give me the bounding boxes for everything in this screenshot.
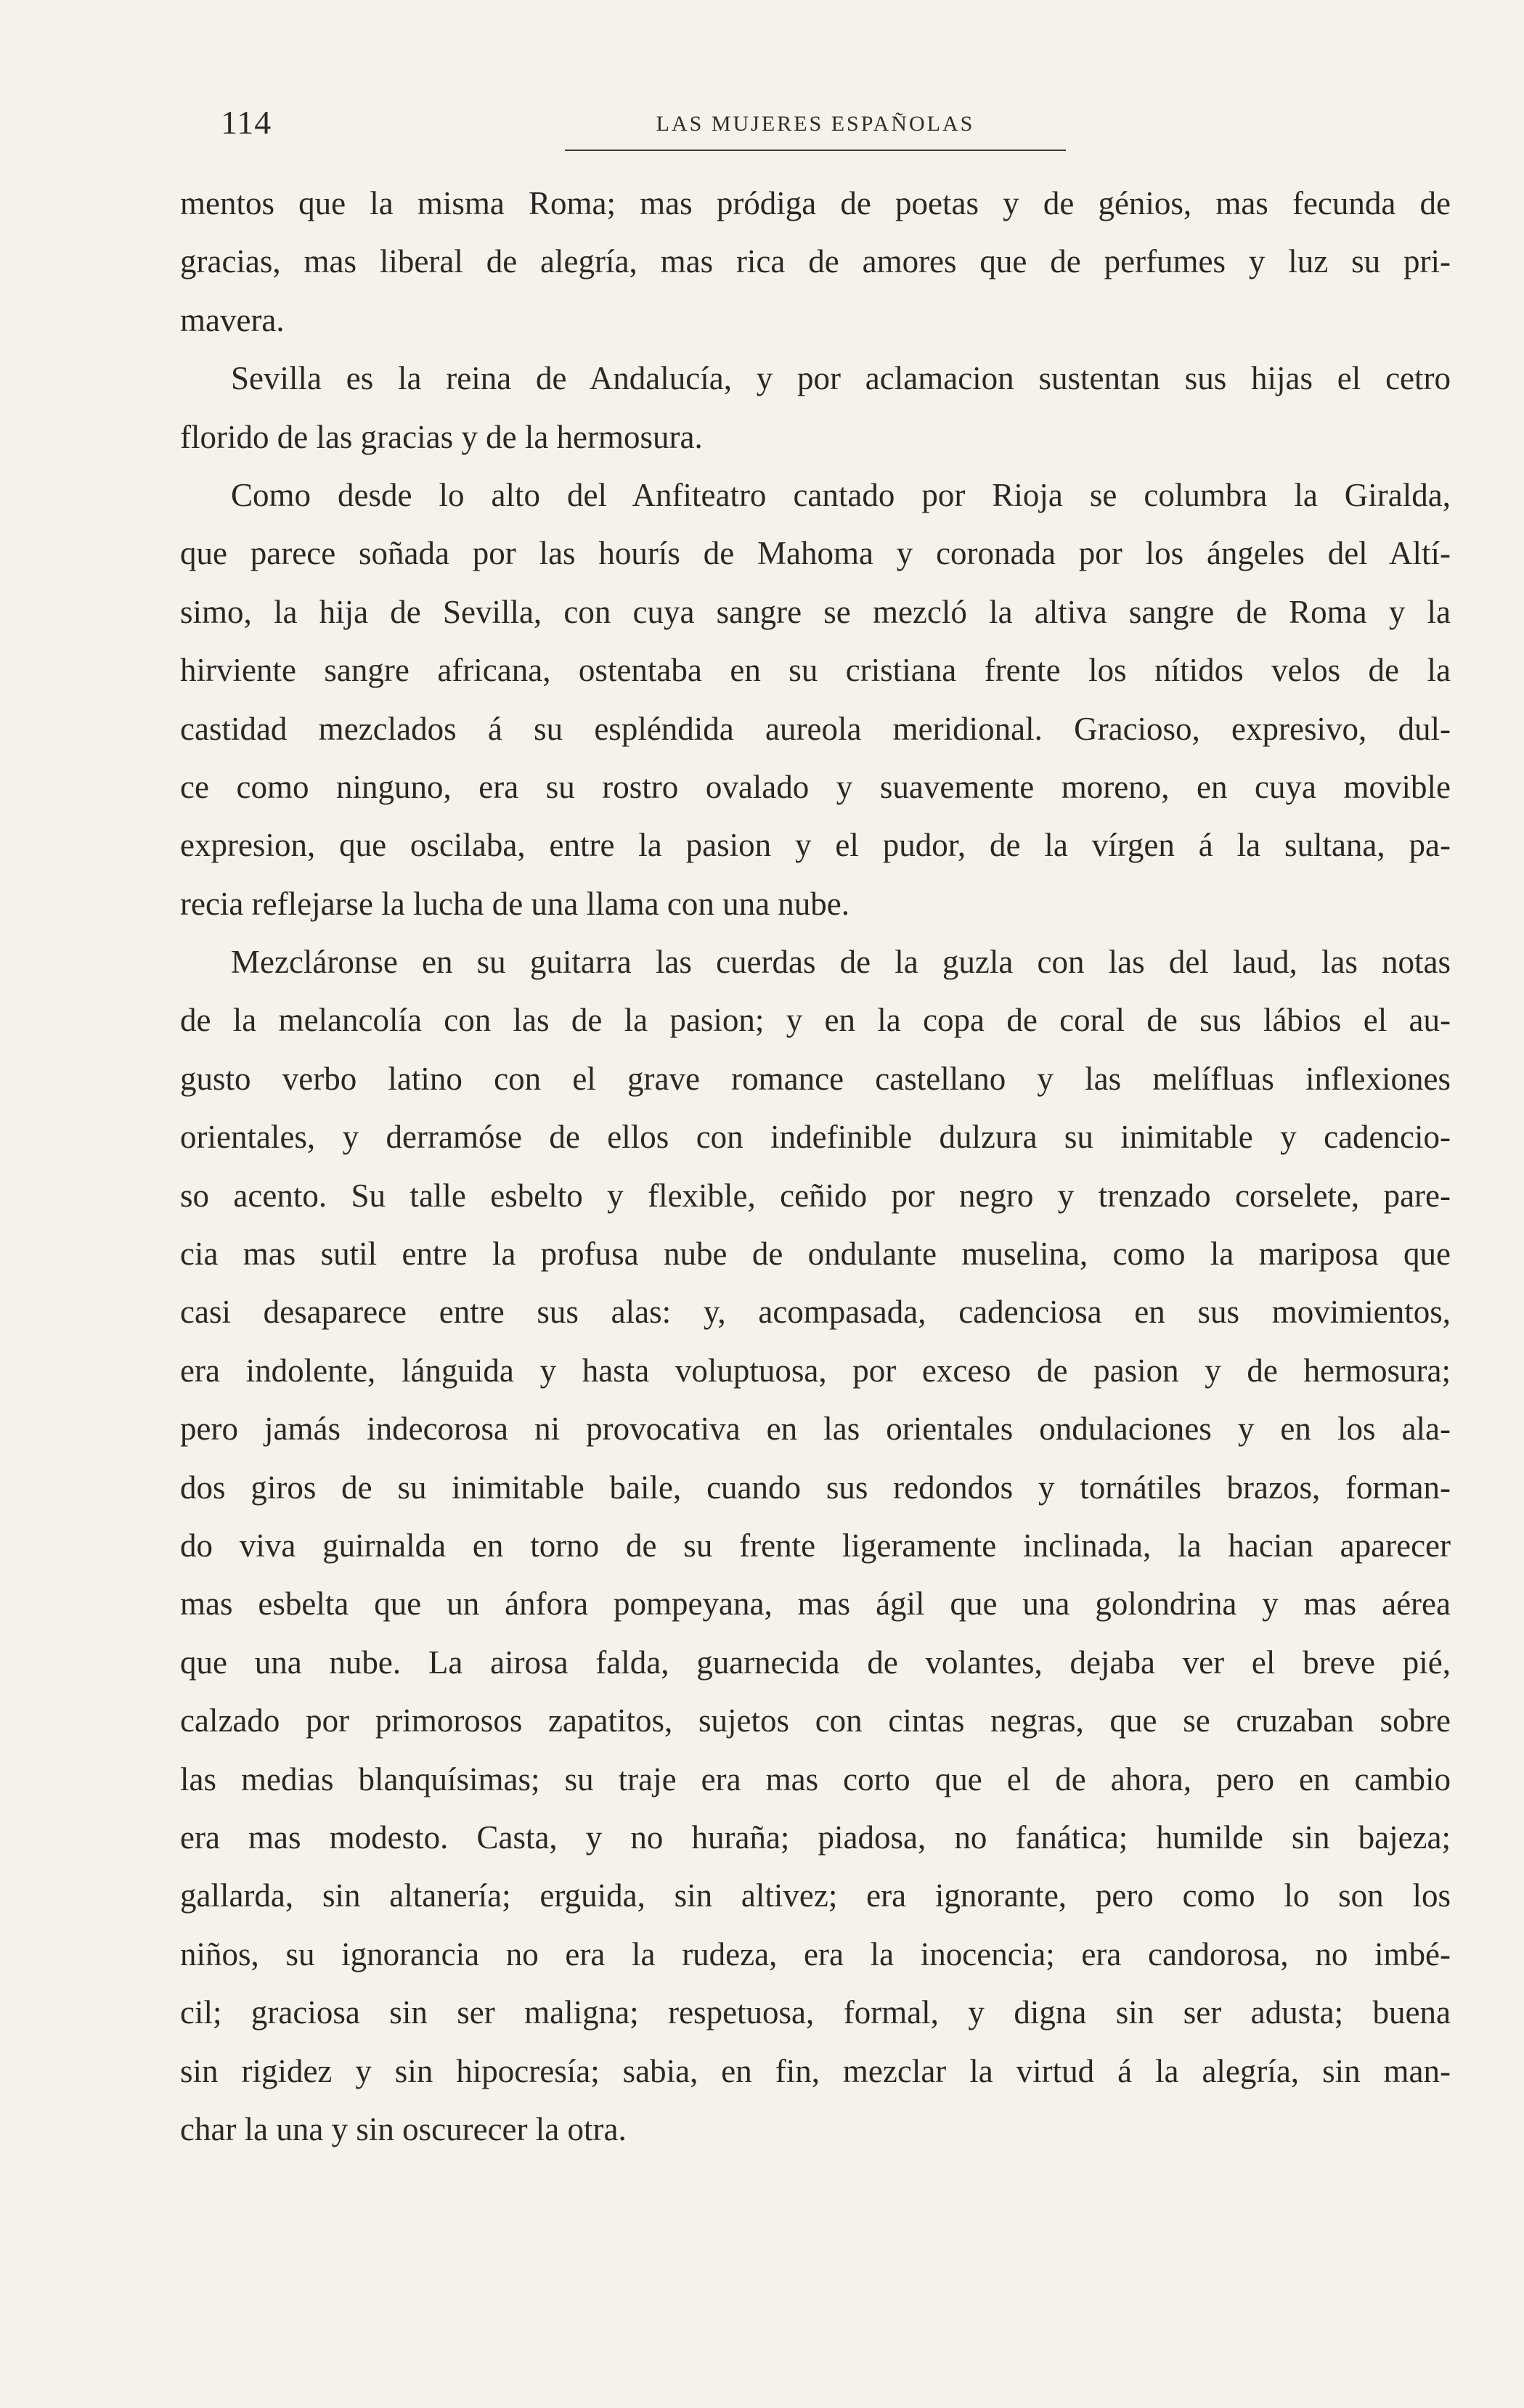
text-line: orientales, y derramóse de ellos con indefinible dulzura su inimitable y cadencio- xyxy=(180,1119,1451,1156)
text-line: recia reflejarse la lucha de una llama con una nube. xyxy=(180,885,850,922)
text-line: cia mas sutil entre la profusa nube de ondulante muselina, como la mariposa que xyxy=(180,1236,1451,1273)
text-line: char la una y sin oscurecer la otra. xyxy=(180,2110,627,2147)
text-line: florido de las gracias y de la hermosura. xyxy=(180,418,703,455)
text-line: ce como ninguno, era su rostro ovalado y suavemente moreno, en cuya movible xyxy=(180,768,1451,805)
text-line: mas esbelta que un ánfora pompeyana, mas ágil que una golondrina y mas aérea xyxy=(180,1585,1451,1623)
text-line: so acento. Su talle esbelto y flexible, ceñido por negro y trenzado corselete, pare- xyxy=(180,1177,1451,1214)
text-line: simo, la hija de Sevilla, con cuya sangre se mezcló la altiva sangre de Roma y la xyxy=(180,593,1451,630)
text-line: Como desde lo alto del Anfiteatro cantado por Rioja se columbra la Giralda, xyxy=(231,476,1451,513)
header-rule xyxy=(565,150,1066,151)
text-line: cil; graciosa sin ser maligna; respetuosa, formal, y digna sin ser adusta; buena xyxy=(180,1994,1451,2031)
text-line: de la melancolía con las de la pasion; y en la copa de coral de sus lábios el au- xyxy=(180,1002,1451,1039)
text-line: calzado por primorosos zapatitos, sujetos con cintas negras, que se cruzaban sobre xyxy=(180,1702,1451,1739)
text-line: era mas modesto. Casta, y no huraña; piadosa, no fanática; humilde sin bajeza; xyxy=(180,1819,1451,1856)
text-line: era indolente, lánguida y hasta voluptuosa, por exceso de pasion y de hermosura; xyxy=(180,1352,1451,1389)
text-line: do viva guirnalda en torno de su frente ligeramente inclinada, la hacian aparecer xyxy=(180,1527,1451,1564)
text-line: expresion, que oscilaba, entre la pasion y el pudor, de la vírgen á la sultana, pa- xyxy=(180,827,1451,864)
text-line: sin rigidez y sin hipocresía; sabia, en fin, mezclar la virtud á la alegría, sin man- xyxy=(180,2052,1451,2089)
text-line: castidad mezclados á su espléndida aureola meridional. Gracioso, expresivo, dul- xyxy=(180,710,1451,747)
text-line: niños, su ignorancia no era la rudeza, era la inocencia; era candorosa, no imbé- xyxy=(180,1935,1451,1972)
text-line: las medias blanquísimas; su traje era mas corto que el de ahora, pero en cambio xyxy=(180,1760,1451,1797)
text-line: dos giros de su inimitable baile, cuando sus redondos y tornátiles brazos, forman- xyxy=(180,1469,1451,1506)
page-header xyxy=(180,100,1451,151)
body-text xyxy=(180,174,1451,2158)
text-line: Mezcláronse en su guitarra las cuerdas de la guzla con las del laud, las notas xyxy=(231,944,1451,981)
text-line: Sevilla es la reina de Andalucía, y por aclamacion sustentan sus hijas el cetro xyxy=(231,360,1451,397)
text-line: gallarda, sin altanería; erguida, sin altivez; era ignorante, pero como lo son los xyxy=(180,1877,1451,1914)
text-line: que parece soñada por las hourís de Mahoma y coronada por los ángeles del Altí- xyxy=(180,535,1451,572)
text-line: gusto verbo latino con el grave romance castellano y las melífluas inflexiones xyxy=(180,1060,1451,1097)
text-line: gracias, mas liberal de alegría, mas rica de amores que de perfumes y luz su pri- xyxy=(180,243,1451,280)
page-number: 114 xyxy=(221,104,272,141)
text-line: pero jamás indecorosa ni provocativa en las orientales ondulaciones y en los ala- xyxy=(180,1411,1451,1448)
text-line: que una nube. La airosa falda, guarnecida de volantes, dejaba ver el breve pié, xyxy=(180,1644,1451,1681)
text-line: mavera. xyxy=(180,301,285,338)
text-line: mentos que la misma Roma; mas pródiga de poetas y de génios, mas fecunda de xyxy=(180,185,1451,221)
text-line: hirviente sangre africana, ostentaba en su cristiana frente los nítidos velos de la xyxy=(180,652,1451,689)
text-line: casi desaparece entre sus alas: y, acompasada, cadenciosa en sus movimientos, xyxy=(180,1294,1451,1331)
running-head: LAS MUJERES ESPAÑOLAS xyxy=(656,112,975,136)
